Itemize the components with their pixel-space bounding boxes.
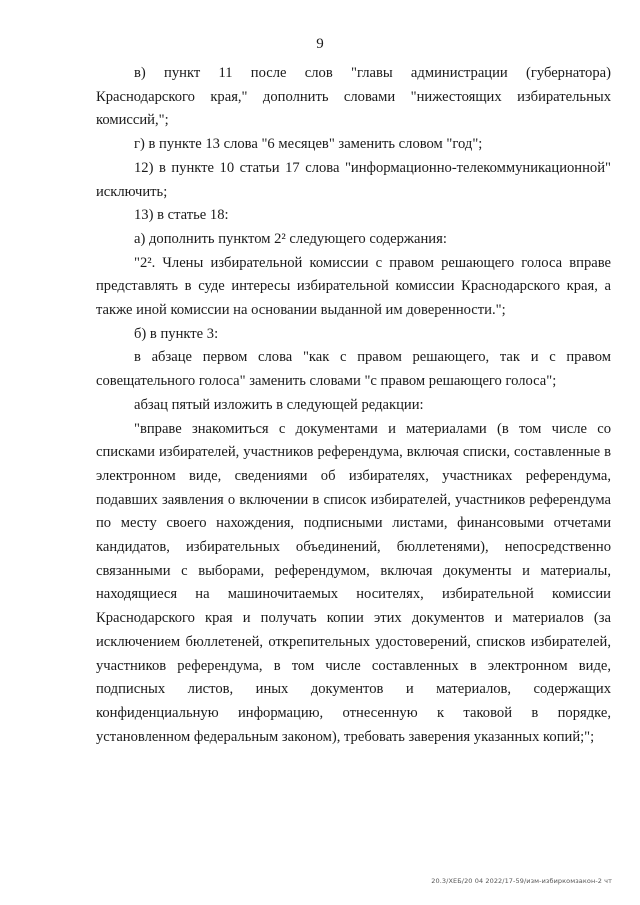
paragraph-g-punkt-13: г) в пункте 13 слова "6 месяцев" заменить словом "год"; — [134, 136, 483, 153]
paragraph-13-statya-18: 13) в статье 18: — [134, 207, 229, 224]
page-number: 9 — [316, 36, 324, 52]
document-footer-code: 20.3/XEБ/20 04 2022/17-59/изм-избиркомзакон-2 чт — [431, 877, 612, 885]
paragraph-b-punkt-3: б) в пункте 3: — [134, 325, 219, 342]
paragraph-a-dopolnit: а) дополнить пунктом 2² следующего содержания: — [134, 230, 447, 247]
paragraph-punkt-2-2-text: "2². Члены избирательной комиссии с правом решающего голоса вправе представлять в суде интересы избирательной комиссии Краснодарского края, а также иной комиссии на основании выданной им доверенности."; — [96, 254, 611, 319]
paragraph-new-abzac-text: "вправе знакомиться с документами и материалами (в том числе со списками избирателей, участников референдума, включая списки, составленные в электронном виде, сведениями об избирателях, участниках референдума, подавших заявления о включении в список избирателей, участников референдума по месту своего нахождения, подписными листами, финансовыми отчетами кандидатов, избирательных объединений, бюллетенями), непосредственно связанными с выборами, референдумом, включая документы и материалы, находящиеся на машиночитаемых носителях, избирательной комиссии Краснодарского края и получать копии этих документов и материалов (за исключением бюллетеней, открепительных удостоверений, списков избирателей, участников референдума, в том числе составленных в электронном виде, подписных листов, иных документов и материалов, содержащих конфиденциальную информацию, отнесенную к таковой в порядке, установленном федеральным законом), требовать заверения указанных копий;"; — [96, 420, 611, 745]
document-body — [96, 62, 611, 749]
paragraph-abzac-pervyi: в абзаце первом слова "как с правом решающего, так и с правом совещательного голоса" заменить словами "с правом решающего голоса"; — [96, 349, 611, 390]
paragraph-v-punkt-11: в) пункт 11 после слов "главы администрации (губернатора) Краснодарского края," дополнить словами "нижестоящих избирательных комиссий,"; — [96, 65, 611, 129]
paragraph-12-statya-17: 12) в пункте 10 статьи 17 слова "информационно-телекоммуникационной" исключить; — [96, 159, 611, 200]
paragraph-abzac-pyatyi: абзац пятый изложить в следующей редакции: — [134, 396, 424, 413]
